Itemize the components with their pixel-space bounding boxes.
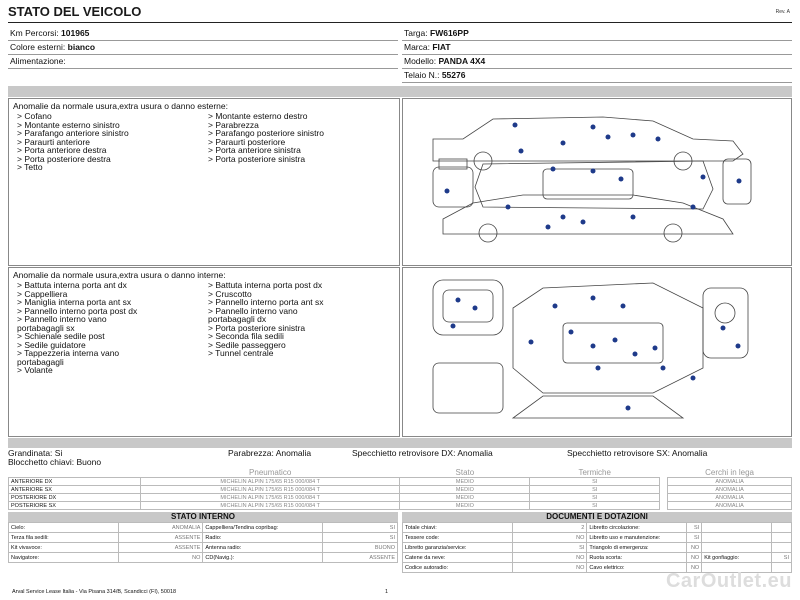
internal-car-diagram <box>402 267 792 437</box>
info-row <box>403 533 792 543</box>
tyre-row <box>9 502 792 510</box>
info-value: 2 <box>512 523 587 533</box>
damage-item: portabagagli sx <box>17 322 75 333</box>
mirror-sx-status: Specchietto retrovisore SX: Anomalia <box>567 448 708 458</box>
damage-item: > Pannello interno vano <box>208 305 298 316</box>
damage-item: > Sedile passeggero <box>208 339 286 350</box>
damage-item: > Tetto <box>17 162 43 172</box>
vehicle-info-value: FIAT <box>432 42 451 52</box>
tyre-row <box>9 478 792 486</box>
info-value: SI <box>512 543 587 553</box>
tyre-stato: MEDIO <box>400 486 530 494</box>
vehicle-info-label: Alimentazione: <box>10 56 66 66</box>
tyre-stato: MEDIO <box>400 478 530 486</box>
info-label: Terza fila sedili: <box>9 533 119 543</box>
info-label: Libretto garanzia/service: <box>403 543 513 553</box>
damage-item: > Cruscotto <box>208 288 252 299</box>
stato-interno-table <box>8 522 398 563</box>
tyre-row <box>9 486 792 494</box>
vehicle-info-value: 101965 <box>61 28 90 38</box>
damage-item: > Volante <box>17 365 53 375</box>
info-row <box>9 543 398 553</box>
damage-item: > Montante esterno destro <box>208 111 308 121</box>
mirror-dx-status: Specchietto retrovisore DX: Anomalia <box>352 448 493 458</box>
tyre-stato: MEDIO <box>400 502 530 510</box>
info-value: BUONO <box>323 543 398 553</box>
header-cerchi: Cerchi in lega <box>668 468 792 478</box>
info-value: NO <box>512 553 587 563</box>
vehicle-info-label: Modello: <box>404 56 437 66</box>
info-label: Cielo: <box>9 523 119 533</box>
spacer <box>660 494 668 502</box>
vehicle-info-label: Colore esterni: <box>10 42 66 52</box>
header-pneumatico: Pneumatico <box>140 468 400 478</box>
damage-item: > Parafango anteriore sinistro <box>17 128 129 138</box>
stato-interno-title: STATO INTERNO <box>8 512 398 522</box>
damage-item: > Porta posteriore destra <box>17 153 111 164</box>
info-value: SI <box>772 553 792 563</box>
damage-item: > Schienale sedile post <box>17 331 105 341</box>
vehicle-info-label: Targa: <box>404 28 428 38</box>
info-label: Catene da neve: <box>403 553 513 563</box>
spacer <box>660 478 668 486</box>
vehicle-info-row <box>402 27 792 41</box>
tyre-model: MICHELIN ALPIN 175/65 R15 000/084 T <box>140 494 400 502</box>
internal-damage-list-1 <box>17 281 208 375</box>
info-label: Radio: <box>203 533 323 543</box>
damage-item: > Battuta interna porta post dx <box>208 280 323 290</box>
damage-item: > Parafango posteriore sinistro <box>208 128 324 138</box>
damage-item: > Seconda fila sedili <box>208 331 284 341</box>
damage-markers <box>445 123 742 230</box>
tyre-termiche: SI <box>530 502 660 510</box>
tyre-model: MICHELIN ALPIN 175/65 R15 000/084 T <box>140 486 400 494</box>
damage-item: > Porta anteriore sinistra <box>208 145 301 155</box>
damage-item: > Montante esterno sinistro <box>17 119 120 130</box>
page-title: STATO DEL VEICOLO <box>8 4 142 19</box>
vehicle-info-label: Marca: <box>404 42 430 52</box>
vehicle-info-row <box>402 69 792 83</box>
damage-item: > Sedile guidatore <box>17 339 86 350</box>
damage-item: portabagagli dx <box>208 314 267 324</box>
tyre-termiche: SI <box>530 486 660 494</box>
info-label: CD(Navig.): <box>203 553 323 563</box>
info-row <box>403 523 792 533</box>
info-row <box>403 553 792 563</box>
damage-item: > Parabrezza <box>208 119 259 130</box>
vehicle-info-row <box>8 27 398 41</box>
info-value: SI <box>323 523 398 533</box>
damage-item: > Porta anteriore destra <box>17 145 107 155</box>
info-value <box>772 543 792 553</box>
tyre-position: ANTERIORE DX <box>9 478 141 486</box>
damage-item: > Maniglia interna porta ant sx <box>17 297 132 307</box>
external-damage-list-2 <box>208 112 399 172</box>
info-row <box>9 523 398 533</box>
tyre-termiche: SI <box>530 494 660 502</box>
info-value: SI <box>687 523 702 533</box>
info-value: SI <box>687 533 702 543</box>
info-value: ASSENTE <box>118 533 203 543</box>
documenti-table <box>402 522 792 573</box>
vehicle-info-label: Telaio N.: <box>404 70 440 80</box>
vehicle-info-left <box>8 27 398 69</box>
header-stato: Stato <box>400 468 530 478</box>
external-damage-panel <box>8 98 400 266</box>
external-damage-list-1 <box>17 112 208 172</box>
damage-item: > Cofano <box>17 111 52 121</box>
spacer <box>660 486 668 494</box>
internal-damage-title: Anomalie da normale usura,extra usura o danno interne: <box>13 270 226 280</box>
info-value: NO <box>687 543 702 553</box>
blocchetto-status: Blocchetto chiavi: Buono <box>8 457 102 467</box>
tyre-termiche: SI <box>530 478 660 486</box>
section-divider-bar-2 <box>8 438 792 448</box>
info-value: NO <box>512 563 587 573</box>
tyre-cerchi: ANOMALIA <box>668 502 792 510</box>
info-label: Cappelliera/Tendina copribag: <box>203 523 323 533</box>
info-label <box>702 533 772 543</box>
info-value: ASSENTE <box>118 543 203 553</box>
vehicle-info-label: Km Percorsi: <box>10 28 59 38</box>
vehicle-info-row <box>8 41 398 55</box>
tyre-position: ANTERIORE SX <box>9 486 141 494</box>
info-label: Triangolo di emergenza: <box>587 543 687 553</box>
tyre-cerchi: ANOMALIA <box>668 494 792 502</box>
damage-item: > Tunnel centrale <box>208 348 274 358</box>
tyre-cerchi: ANOMALIA <box>668 486 792 494</box>
info-value <box>772 533 792 543</box>
info-label: Kit gonfiaggio: <box>702 553 772 563</box>
summary-block <box>8 449 792 467</box>
damage-item: > Pannello interno porta ant sx <box>208 297 324 307</box>
internal-damage-list-2 <box>208 281 399 375</box>
info-label: Kit vivavoce: <box>9 543 119 553</box>
damage-item: > Porta posteriore sinistra <box>208 322 306 333</box>
grandinata-status: Grandinata: Si <box>8 448 63 458</box>
external-car-diagram <box>402 98 792 266</box>
info-label: Tessere code: <box>403 533 513 543</box>
info-value: NO <box>118 553 203 563</box>
info-value: ASSENTE <box>323 553 398 563</box>
tyre-model: MICHELIN ALPIN 175/65 R15 000/084 T <box>140 502 400 510</box>
info-label: Antenna radio: <box>203 543 323 553</box>
damage-item: portabagagli <box>17 356 64 367</box>
documenti-title: DOCUMENTI E DOTAZIONI <box>402 512 792 522</box>
damage-item: > Paraurti posteriore <box>208 136 286 147</box>
title-divider <box>8 22 792 23</box>
info-row <box>9 533 398 543</box>
info-value: ANOMALIA <box>118 523 203 533</box>
external-damage-title: Anomalie da normale usura,extra usura o danno esterne: <box>13 101 228 111</box>
damage-item: > Pannello interno porta post dx <box>17 305 138 316</box>
damage-item: > Tappezzeria interna vano <box>17 348 120 358</box>
internal-diagram-svg <box>403 268 791 436</box>
footer-company: Arval Service Lease Italia - Via Pisana 314/B, Scandicci (FI), 50018 <box>12 589 177 595</box>
parabrezza-status: Parabrezza: Anomalia <box>228 448 312 458</box>
damage-item: > Cappelliera <box>17 288 68 299</box>
info-value: SI <box>323 533 398 543</box>
tyre-model: MICHELIN ALPIN 175/65 R15 000/084 T <box>140 478 400 486</box>
vehicle-info-value: bianco <box>67 42 96 52</box>
vehicle-info-value: FW616PP <box>430 28 469 38</box>
info-label: Codice autoradio: <box>403 563 513 573</box>
vehicle-info-row <box>402 41 792 55</box>
info-value: NO <box>512 533 587 543</box>
damage-item: > Battuta interna porta ant dx <box>17 280 127 290</box>
tyre-position: POSTERIORE DX <box>9 494 141 502</box>
tyre-position: POSTERIORE SX <box>9 502 141 510</box>
header-termiche: Termiche <box>530 468 660 478</box>
tyre-stato: MEDIO <box>400 494 530 502</box>
info-label: Totale chiavi: <box>403 523 513 533</box>
vehicle-info-row <box>402 55 792 69</box>
info-value: NO <box>687 553 702 563</box>
tyre-row <box>9 494 792 502</box>
spacer <box>660 502 668 510</box>
page-number: 1 <box>385 589 389 595</box>
watermark-logo: CarOutlet.eu <box>665 570 792 592</box>
info-label <box>702 523 772 533</box>
damage-item: > Pannello interno vano <box>17 314 107 324</box>
revision-label: Rev. A <box>775 9 790 15</box>
damage-item: > Paraurti anteriore <box>17 136 90 147</box>
info-label: Ruota scorta: <box>587 553 687 563</box>
section-divider-bar <box>8 86 792 97</box>
info-row <box>403 543 792 553</box>
tyres-table <box>8 468 792 510</box>
external-diagram-svg <box>403 99 791 265</box>
info-row <box>9 553 398 563</box>
vehicle-info-value: PANDA 4X4 <box>438 56 486 66</box>
tyre-cerchi: ANOMALIA <box>668 478 792 486</box>
info-label: Navigatore: <box>9 553 119 563</box>
internal-damage-panel <box>8 267 400 437</box>
info-label: Cavo elettrico: <box>587 563 687 573</box>
vehicle-info-row <box>8 55 398 69</box>
vehicle-info-value: 55276 <box>441 70 466 80</box>
info-label <box>702 543 772 553</box>
info-value <box>772 523 792 533</box>
info-label: Libretto circolazione: <box>587 523 687 533</box>
damage-item: > Porta posteriore sinistra <box>208 153 306 164</box>
info-label: Libretto uso e manutenzione: <box>587 533 687 543</box>
info-value: NO <box>687 563 702 573</box>
